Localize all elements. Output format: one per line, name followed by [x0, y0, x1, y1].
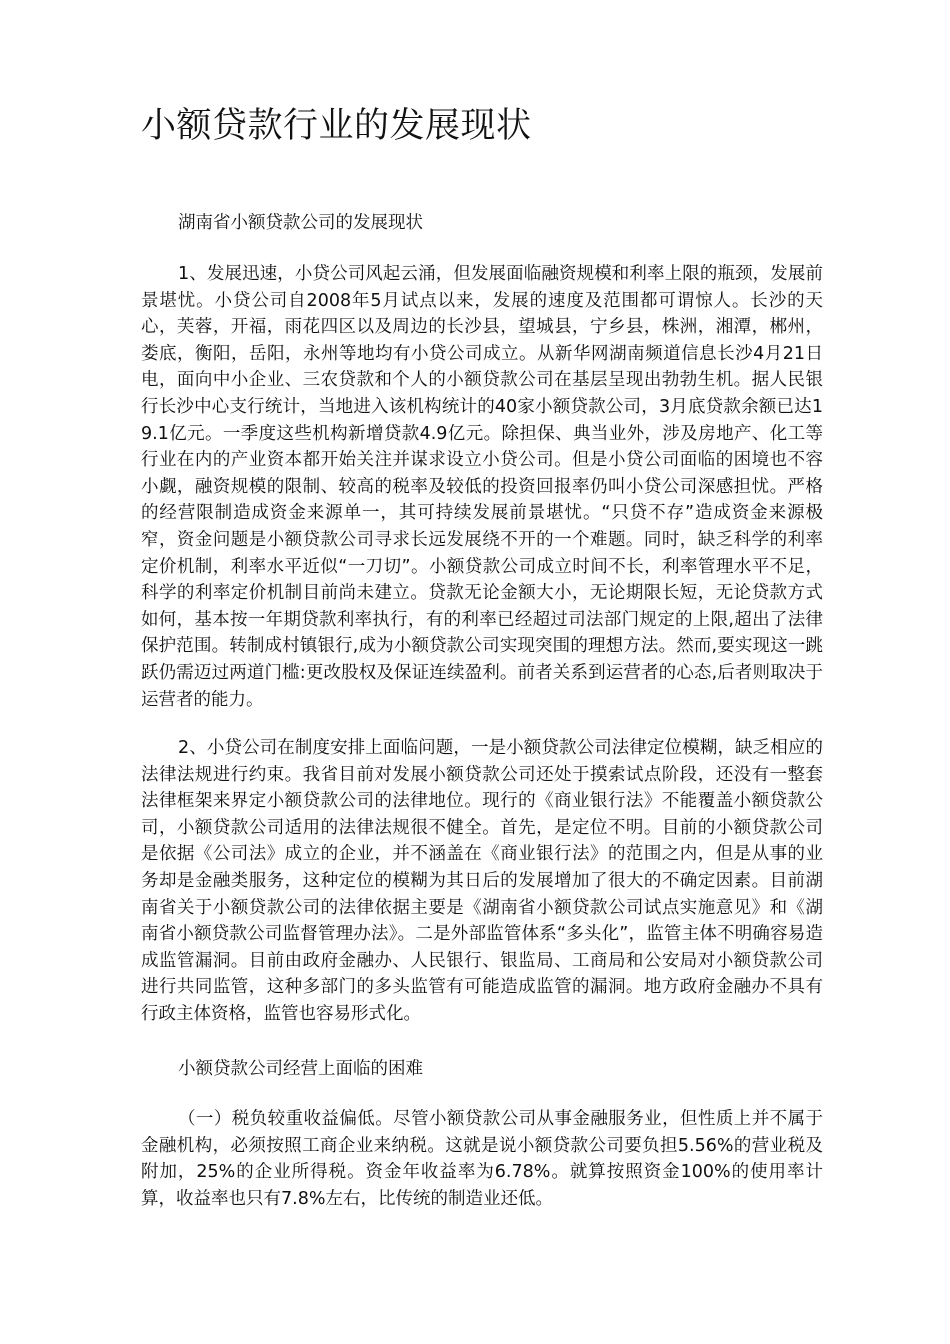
section-heading-operating-difficulties: 小额贷款公司经营上面临的困难 [178, 1059, 423, 1079]
paragraph-rapid-development: 1、发展迅速，小贷公司风起云涌，但发展面临融资规模和利率上限的瓶颈，发展前景堪忧。小贷公司自2008年5月试点以来，发展的速度及范围都可谓惊人。长沙的天心，芙蓉，开福，雨花四区以及周边的长沙县，望城县，宁乡县，株洲，湘潭，郴州，娄底，衡阳，岳阳，永州等地均有小贷公司成立。从新华网湖南频道信息长沙4月21日电，面向中小企业、三农贷款和个人的小额贷款公司在基层呈现出勃勃生机。据人民银行长沙中心支行统计，当地进入该机构统计的40家小额贷款公司，3月底贷款余额已达19.1亿元。一季度这些机构新增贷款4.9亿元。除担保、典当业外，涉及房地产、化工等行业在内的产业资本都开始关注并谋求设立小贷公司。但是小贷公司面临的困境也不容小觑，融资规模的限制、较高的税率及较低的投资回报率仍叫小贷公司深感担忧。严格的经营限制造成资金来源单一，其可持续发展前景堪忧。“只贷不存”造成资金来源极窄，资金问题是小额贷款公司寻求长远发展绕不开的一个难题。同时，缺乏科学的利率定价机制，利率水平近似“一刀切”。小额贷款公司成立时间不长，利率管理水平不足，科学的利率定价机制目前尚未建立。贷款无论金额大小，无论期限长短，无论贷款方式如何，基本按一年期贷款利率执行，有的利率已经超过司法部门规定的上限,超出了法律保护范围。转制成村镇银行,成为小额贷款公司实现突围的理想方法。然而,要实现这一跳跃仍需迈过两道门槛:更改股权及保证连续盈利。前者关系到运营者的心态,后者则取决于运营者的能力。 [141, 264, 823, 710]
paragraph-institutional-issues: 2、小贷公司在制度安排上面临问题，一是小额贷款公司法律定位模糊，缺乏相应的法律法规进行约束。我省目前对发展小额贷款公司还处于摸索试点阶段，还没有一整套法律框架来界定小额贷款公司的法律地位。现行的《商业银行法》不能覆盖小额贷款公司，小额贷款公司适用的法律法规很不健全。首先，是定位不明。目前的小额贷款公司是依据《公司法》成立的企业，并不涵盖在《商业银行法》的范围之内，但是从事的业务却是金融类服务，这种定位的模糊为其日后的发展增加了很大的不确定因素。目前湖南省关于小额贷款公司的法律依据主要是《湖南省小额贷款公司试点实施意见》和《湖南省小额贷款公司监督管理办法》。二是外部监管体系“多头化”，监管主体不明确容易造成监管漏洞。目前由政府金融办、人民银行、银监局、工商局和公安局对小额贷款公司进行共同监管，这种多部门的多头监管有可能造成监管的漏洞。地方政府金融办不具有行政主体资格，监管也容易形式化。 [141, 738, 823, 1024]
paragraph-tax-burden: （一）税负较重收益偏低。尽管小额贷款公司从事金融服务业，但性质上并不属于金融机构，必须按照工商企业来纳税。这就是说小额贷款公司要负担5.56%的营业税及附加，25%的企业所得税。资金年收益率为6.78%。就算按照资金100%的使用率计算，收益率也只有7.8%左右，比传统的制造业还低。 [141, 1109, 823, 1209]
document-title: 小额贷款行业的发展现状 [141, 106, 532, 146]
section-heading-hunan-development: 湖南省小额贷款公司的发展现状 [178, 213, 423, 233]
